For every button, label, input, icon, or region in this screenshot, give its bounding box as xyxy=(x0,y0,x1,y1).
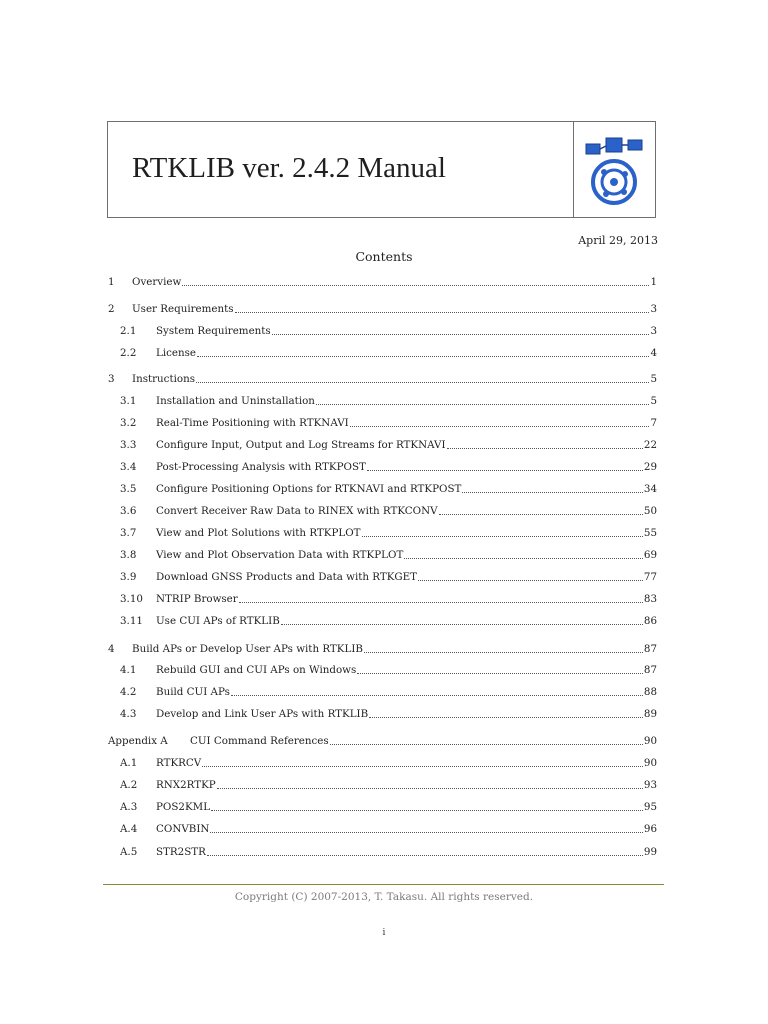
toc-leader-dots xyxy=(404,558,643,559)
toc-leader-dots xyxy=(217,788,643,789)
toc-leader-dots xyxy=(439,514,643,515)
toc-entry[interactable] xyxy=(108,798,657,814)
toc-entry-page: 88 xyxy=(643,686,657,698)
toc-entry[interactable] xyxy=(108,414,657,430)
toc-entry-number: 3.7 xyxy=(120,527,137,539)
page-number: i xyxy=(382,928,386,938)
toc-entry[interactable] xyxy=(108,640,657,656)
toc-entry-label: Build APs or Develop User APs with RTKLIB xyxy=(132,643,363,655)
toc-leader-dots xyxy=(364,652,643,653)
toc-entry-number: 3.2 xyxy=(120,417,137,429)
toc-entry-page: 50 xyxy=(643,505,657,517)
toc-entry-page: 1 xyxy=(650,276,657,288)
toc-entry-page: 3 xyxy=(650,303,657,315)
toc-entry-number: 1 xyxy=(108,276,115,288)
toc-entry-label: Post-Processing Analysis with RTKPOST xyxy=(156,461,366,473)
toc-entry-page: 89 xyxy=(643,708,657,720)
toc-entry-page: 7 xyxy=(650,417,657,429)
toc-leader-dots xyxy=(231,695,643,696)
toc-entry-page: 55 xyxy=(643,527,657,539)
toc-entry[interactable] xyxy=(108,436,657,452)
toc-entry[interactable] xyxy=(108,754,657,770)
toc-entry[interactable] xyxy=(108,322,657,338)
toc-entry-number: Appendix A xyxy=(108,735,168,747)
toc-entry-label: Instructions xyxy=(132,373,195,385)
toc-entry[interactable] xyxy=(108,568,657,584)
toc-leader-dots xyxy=(316,404,649,405)
toc-entry-label: User Requirements xyxy=(132,303,234,315)
toc-entry-page: 5 xyxy=(650,373,657,385)
toc-leader-dots xyxy=(418,580,643,581)
toc-leader-dots xyxy=(197,356,649,357)
toc-entry[interactable] xyxy=(108,480,657,496)
toc-entry[interactable] xyxy=(108,546,657,562)
toc-entry-label: Build CUI APs xyxy=(156,686,230,698)
toc-entry-page: 93 xyxy=(643,779,657,791)
toc-leader-dots xyxy=(281,624,643,625)
toc-entry-page: 22 xyxy=(643,439,657,451)
toc-entry[interactable] xyxy=(108,661,657,677)
toc-entry-page: 90 xyxy=(643,735,657,747)
toc-entry-number: A.1 xyxy=(120,757,138,769)
toc-entry-page: 86 xyxy=(643,615,657,627)
toc-entry-number: 3.4 xyxy=(120,461,137,473)
toc-entry-number: 4.2 xyxy=(120,686,137,698)
toc-entry-label: Configure Input, Output and Log Streams for RTKNAVI xyxy=(156,439,446,451)
toc-entry-number: 3.6 xyxy=(120,505,137,517)
toc-entry-page: 87 xyxy=(643,664,657,676)
toc-leader-dots xyxy=(239,602,643,603)
toc-leader-dots xyxy=(196,382,649,383)
document-title: RTKLIB ver. 2.4.2 Manual xyxy=(132,152,446,184)
toc-entry-label: STR2STR xyxy=(156,846,206,858)
toc-entry-number: 2.2 xyxy=(120,347,137,359)
toc-leader-dots xyxy=(367,470,643,471)
toc-entry[interactable] xyxy=(108,776,657,792)
toc-entry-label: Develop and Link User APs with RTKLIB xyxy=(156,708,369,720)
toc-leader-dots xyxy=(202,766,643,767)
toc-entry-label: License xyxy=(156,347,197,359)
toc-entry-label: Configure Positioning Options for RTKNAVI and RTKPOST xyxy=(156,483,462,495)
toc-entry[interactable] xyxy=(108,705,657,721)
toc-entry[interactable] xyxy=(108,820,657,836)
toc-leader-dots xyxy=(357,673,643,674)
toc-leader-dots xyxy=(350,426,650,427)
toc-entry-number: 4.3 xyxy=(120,708,137,720)
toc-entry-page: 99 xyxy=(643,846,657,858)
toc-entry-number: 3.8 xyxy=(120,549,137,561)
toc-entry[interactable] xyxy=(108,683,657,699)
toc-entry-label: Download GNSS Products and Data with RTKGET xyxy=(156,571,418,583)
toc-entry-page: 29 xyxy=(643,461,657,473)
toc-entry-page: 96 xyxy=(643,823,657,835)
toc-entry-page: 95 xyxy=(643,801,657,813)
toc-entry[interactable] xyxy=(108,392,657,408)
toc-entry-label: NTRIP Browser xyxy=(156,593,238,605)
toc-entry-label: Real-Time Positioning with RTKNAVI xyxy=(156,417,349,429)
toc-entry[interactable] xyxy=(108,458,657,474)
toc-entry[interactable] xyxy=(108,590,657,606)
toc-leader-dots xyxy=(182,285,649,286)
logo-cell xyxy=(573,122,656,217)
toc-entry-label: Overview xyxy=(132,276,182,288)
toc-entry[interactable] xyxy=(108,344,657,360)
toc-entry-page: 83 xyxy=(643,593,657,605)
toc-entry-number: 3.10 xyxy=(120,593,143,605)
toc-leader-dots xyxy=(272,334,650,335)
toc-entry-label: RNX2RTKP xyxy=(156,779,216,791)
toc-entry[interactable] xyxy=(108,502,657,518)
toc-entry-page: 4 xyxy=(650,347,657,359)
toc-leader-dots xyxy=(447,448,643,449)
footer-divider xyxy=(103,884,664,885)
toc-entry-number: A.5 xyxy=(120,846,138,858)
toc-entry-number: 2.1 xyxy=(120,325,137,337)
contents-heading: Contents xyxy=(355,249,413,264)
toc-entry-page: 5 xyxy=(650,395,657,407)
toc-entry-label: View and Plot Observation Data with RTKPLOT xyxy=(156,549,404,561)
toc-entry-page: 69 xyxy=(643,549,657,561)
toc-leader-dots xyxy=(362,536,643,537)
toc-entry-number: A.2 xyxy=(120,779,138,791)
toc-entry[interactable] xyxy=(108,612,657,628)
toc-entry-page: 3 xyxy=(650,325,657,337)
satellite-logo-icon xyxy=(584,132,644,208)
toc-entry-page: 87 xyxy=(643,643,657,655)
toc-entry-label: CUI Command References xyxy=(190,735,329,747)
toc-entry[interactable] xyxy=(108,370,657,386)
toc-entry-number: 3.11 xyxy=(120,615,143,627)
toc-entry[interactable] xyxy=(108,273,657,289)
toc-entry-number: 3.5 xyxy=(120,483,137,495)
toc-entry[interactable] xyxy=(108,732,657,748)
toc-entry-number: 2 xyxy=(108,303,115,315)
toc-entry-label: CONVBIN xyxy=(156,823,210,835)
toc-entry-number: A.3 xyxy=(120,801,138,813)
toc-entry-number: 3.9 xyxy=(120,571,137,583)
toc-leader-dots xyxy=(207,855,643,856)
toc-entry-page: 34 xyxy=(643,483,657,495)
toc-entry-label: Use CUI APs of RTKLIB xyxy=(156,615,280,627)
toc-entry-number: 3 xyxy=(108,373,115,385)
toc-entry-label: System Requirements xyxy=(156,325,271,337)
toc-entry-label: Convert Receiver Raw Data to RINEX with RTKCONV xyxy=(156,505,438,517)
toc-entry-number: 4.1 xyxy=(120,664,137,676)
toc-leader-dots xyxy=(210,832,642,833)
toc-entry-label: RTKRCV xyxy=(156,757,202,769)
toc-entry-number: 3.1 xyxy=(120,395,137,407)
toc-leader-dots xyxy=(462,492,643,493)
toc-entry[interactable] xyxy=(108,300,657,316)
toc-entry-page: 77 xyxy=(643,571,657,583)
title-box xyxy=(107,121,656,218)
copyright-footer: Copyright (C) 2007-2013, T. Takasu. All rights reserved. xyxy=(234,891,534,903)
toc-leader-dots xyxy=(211,810,643,811)
toc-entry[interactable] xyxy=(108,843,657,859)
toc-entry-label: View and Plot Solutions with RTKPLOT xyxy=(156,527,361,539)
toc-entry[interactable] xyxy=(108,524,657,540)
document-date: April 29, 2013 xyxy=(578,234,658,247)
toc-entry-number: 3.3 xyxy=(120,439,137,451)
toc-leader-dots xyxy=(330,744,643,745)
toc-leader-dots xyxy=(369,717,643,718)
toc-entry-number: A.4 xyxy=(120,823,138,835)
toc-entry-page: 90 xyxy=(643,757,657,769)
toc-entry-label: Rebuild GUI and CUI APs on Windows xyxy=(156,664,357,676)
toc-entry-label: POS2KML xyxy=(156,801,211,813)
toc-entry-label: Installation and Uninstallation xyxy=(156,395,315,407)
toc-leader-dots xyxy=(235,312,650,313)
toc-entry-number: 4 xyxy=(108,643,115,655)
